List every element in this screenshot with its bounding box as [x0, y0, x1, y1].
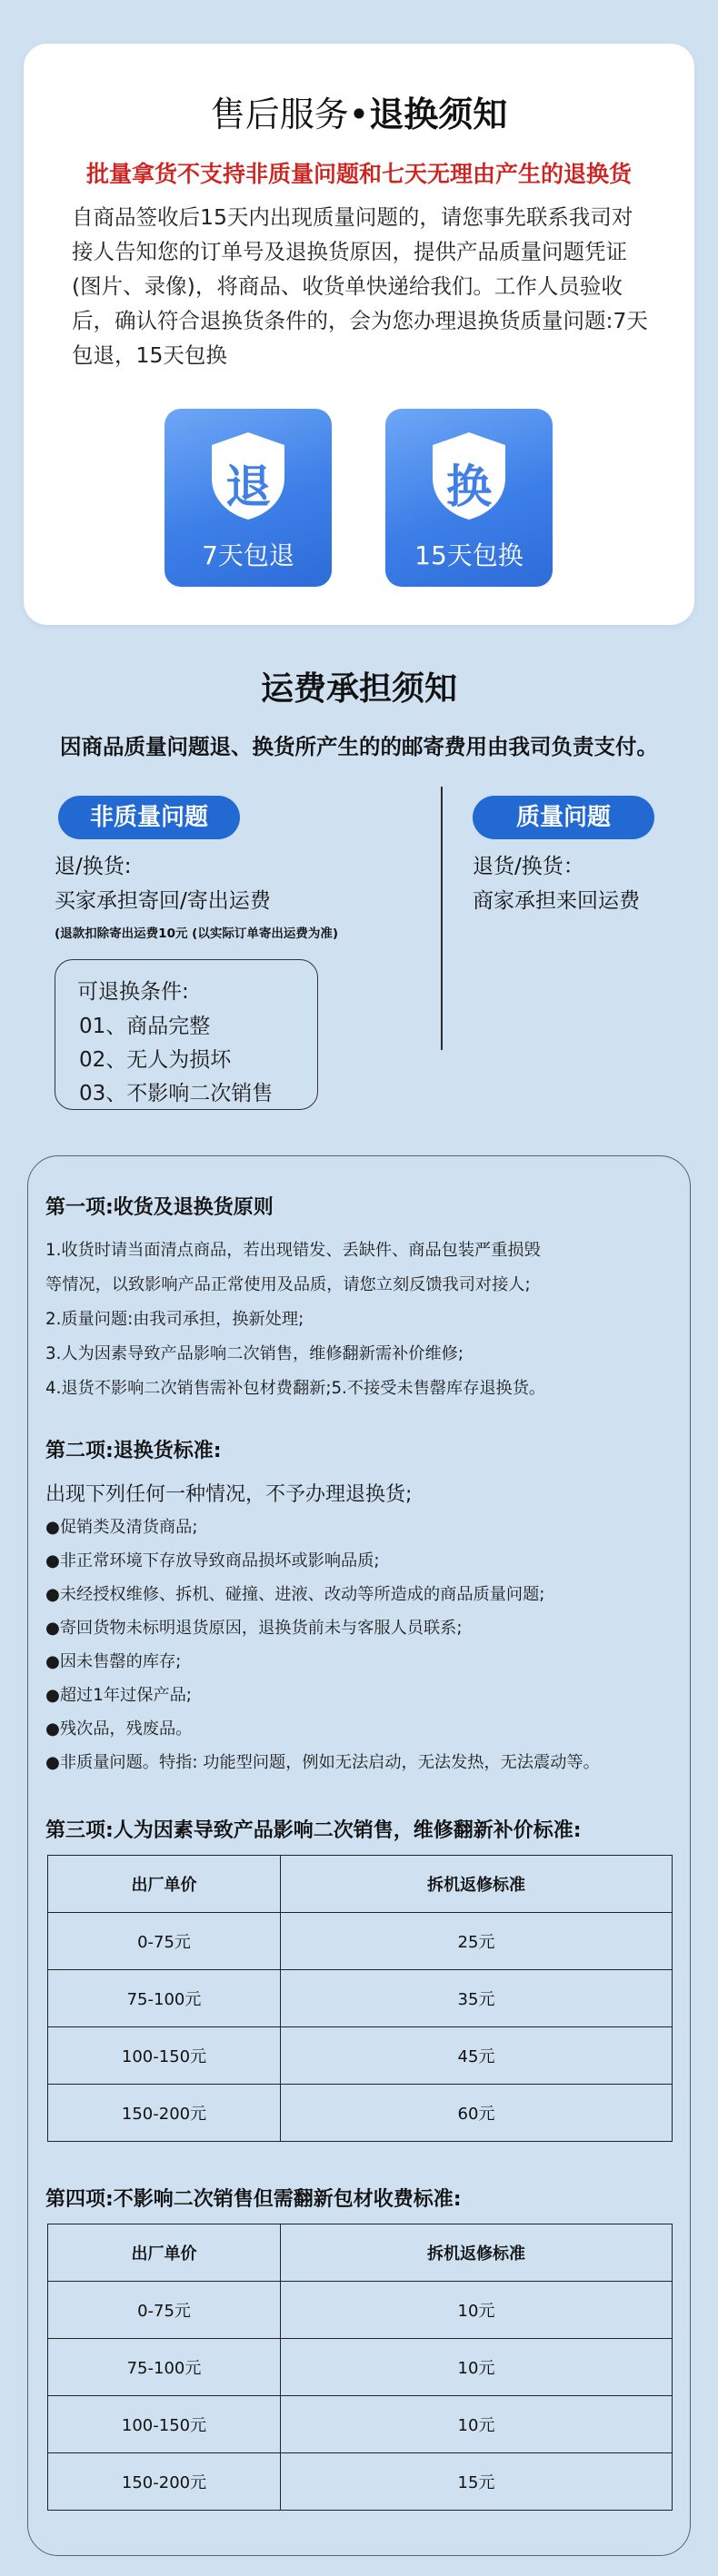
- section2-item: ●非质量问题。特指: 功能型问题，例如无法启动，无法发热，无法震动等。: [45, 1753, 600, 1772]
- non-quality-line2: 买家承担寄回/寄出运费: [55, 889, 271, 913]
- table-cell: 10元: [281, 2396, 673, 2453]
- table-cell: 0-75元: [48, 2282, 281, 2339]
- section2-intro: 出现下列任何一种情况，不予办理退换货;: [45, 1483, 413, 1506]
- warning-subtitle: 批量拿货不支持非质量问题和七天无理由产生的退换货: [85, 161, 632, 187]
- table-cell: 75-100元: [48, 1970, 281, 2027]
- section1-line: 3.人为因素导致产品影响二次销售，维修翻新需补价维修;: [45, 1344, 464, 1363]
- non-quality-label: 非质量问题: [58, 796, 240, 839]
- shipping-title: 运费承担须知: [260, 670, 457, 708]
- conditions-title: 可退换条件:: [77, 980, 189, 1004]
- table-cell: 10元: [281, 2339, 673, 2396]
- condition-item: 02、无人为损坏: [79, 1048, 232, 1072]
- section2-item: ●超过1年过保产品;: [45, 1686, 192, 1705]
- exchange-glyph: 换: [446, 461, 492, 513]
- section1-line: 等情况，以致影响产品正常使用及品质，请您立刻反馈我司对接人;: [45, 1275, 531, 1294]
- condition-item: 03、不影响二次销售: [79, 1082, 274, 1105]
- section2-item: ●促销类及清货商品;: [45, 1518, 198, 1537]
- table-cell: 150-200元: [48, 2453, 281, 2511]
- shipping-subtitle: 因商品质量问题退、换货所产生的的邮寄费用由我司负责支付。: [60, 734, 658, 759]
- section1-title: 第一项:收货及退换货原则: [45, 1196, 274, 1219]
- section4-title: 第四项:不影响二次销售但需翻新包材收费标准:: [45, 2188, 462, 2211]
- section2-item: ●残次品，残废品。: [45, 1719, 193, 1739]
- exchange-caption: 15天包换: [414, 540, 524, 570]
- table-cell: 45元: [281, 2027, 673, 2085]
- table-row: [48, 2282, 673, 2339]
- table-cell: 0-75元: [48, 1913, 281, 1970]
- title-prefix: 售后服务•: [210, 94, 370, 134]
- policy-paragraph: 自商品签收后15天内出现质量问题的，请您事先联系我司对接人告知您的订单号及退换货原因，提供产品质量问题凭证(图片、录像)，将商品、收货单快递给我们。工作人员验收后，确认符合退换货条件的，会为您办理退换货质量问题:7天包退，15天包换: [72, 204, 648, 368]
- section1-line: 4.退货不影响二次销售需补包材费翻新;5.不接受未售罄库存退换货。: [45, 1379, 546, 1398]
- table-row: [48, 2453, 673, 2511]
- table-row: [48, 2085, 673, 2142]
- table-row: [48, 2396, 673, 2453]
- section2-title: 第二项:退换货标准:: [45, 1440, 222, 1462]
- return-conditions-box: [55, 959, 318, 1110]
- quality-label: 质量问题: [473, 796, 654, 839]
- return-badge: [165, 409, 332, 587]
- table-header: 出厂单价: [48, 2224, 281, 2282]
- exchange-badge: [385, 409, 553, 587]
- table-cell: 150-200元: [48, 2085, 281, 2142]
- table-cell: 35元: [281, 1970, 673, 2027]
- section3-title: 第三项:人为因素导致产品影响二次销售，维修翻新补价标准:: [45, 1819, 582, 1842]
- title-bold: 退换须知: [369, 94, 508, 134]
- section2-item: ●未经授权维修、拆机、碰撞、进液、改动等所造成的商品质量问题;: [45, 1585, 545, 1604]
- table-cell: 100-150元: [48, 2027, 281, 2085]
- packaging-fee-table: [47, 2224, 673, 2511]
- return-glyph: 退: [225, 461, 271, 513]
- column-divider: [441, 787, 443, 1050]
- table-cell: 60元: [281, 2085, 673, 2142]
- quality-line2: 商家承担来回运费: [473, 889, 640, 913]
- table-cell: 25元: [281, 1913, 673, 1970]
- table-header-row: [48, 2224, 673, 2282]
- section2-item: ●因未售罄的库存;: [45, 1652, 182, 1671]
- table-row: [48, 2339, 673, 2396]
- table-header: 出厂单价: [48, 1856, 281, 1913]
- table-row: [48, 1970, 673, 2027]
- section1-line: 1.收货时请当面清点商品，若出现错发、丢缺件、商品包装严重损毁: [45, 1241, 541, 1260]
- table-cell: 100-150元: [48, 2396, 281, 2453]
- non-quality-note: (退款扣除寄出运费10元 (以实际订单寄出运费为准): [55, 926, 338, 941]
- table-row: [48, 2027, 673, 2085]
- table-cell: 10元: [281, 2282, 673, 2339]
- quality-line1: 退货/换货：: [473, 855, 584, 878]
- section1-line: 2.质量问题:由我司承担，换新处理;: [45, 1310, 304, 1329]
- section2-item: ●寄回货物未标明退货原因，退换货前未与客服人员联系;: [45, 1619, 463, 1638]
- page-title: [24, 93, 694, 136]
- table-header-row: [48, 1856, 673, 1913]
- table-row: [48, 1913, 673, 1970]
- non-quality-line1: 退/换货:: [55, 855, 132, 878]
- section2-item: ●非正常环境下存放导致商品损坏或影响品质;: [45, 1551, 380, 1570]
- table-header: 拆机返修标准: [281, 2224, 673, 2282]
- return-caption: 7天包退: [202, 540, 294, 570]
- top-card: [24, 44, 694, 625]
- condition-item: 01、商品完整: [79, 1015, 211, 1038]
- table-cell: 15元: [281, 2453, 673, 2511]
- table-cell: 75-100元: [48, 2339, 281, 2396]
- table-header: 拆机返修标准: [281, 1856, 673, 1913]
- repair-price-table: [47, 1855, 673, 2142]
